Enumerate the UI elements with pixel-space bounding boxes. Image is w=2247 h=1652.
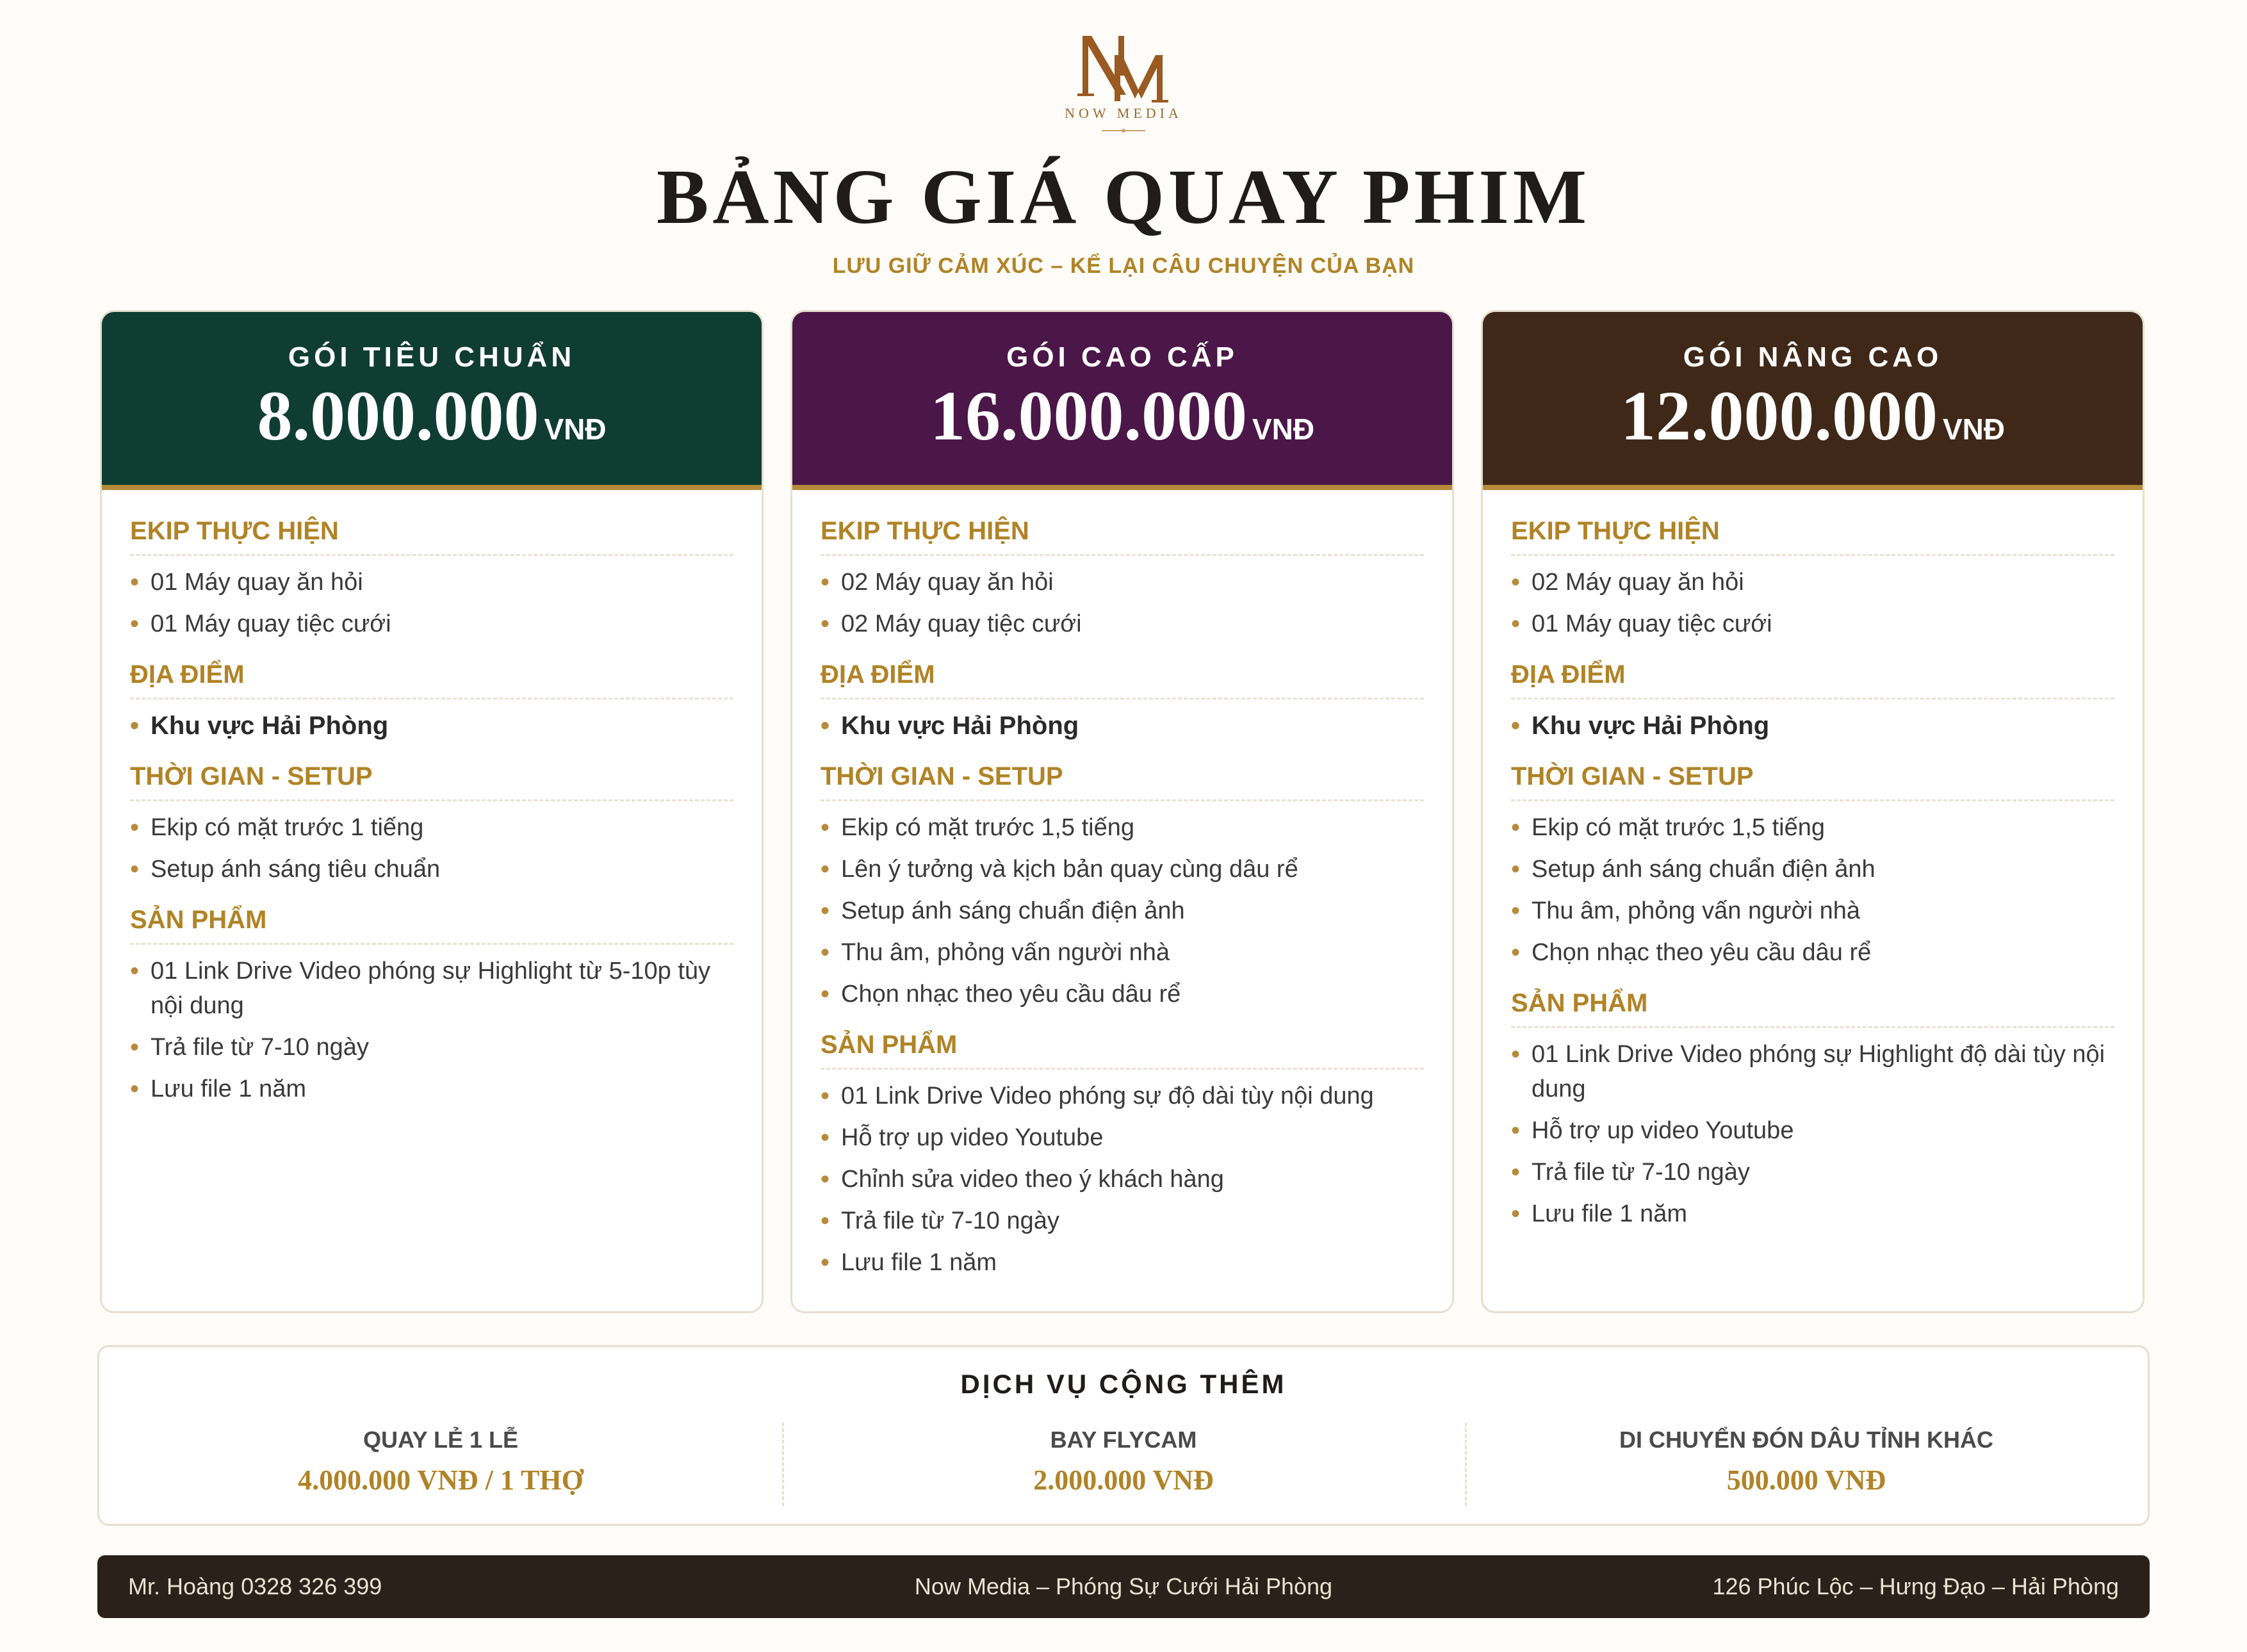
list-item: • Khu vực Hải Phòng	[821, 708, 1424, 743]
bullet-icon: •	[821, 1207, 830, 1235]
list-item: • Lưu file 1 năm	[821, 1245, 1424, 1280]
bullet-icon: •	[130, 814, 140, 842]
list-item: • Ekip có mặt trước 1,5 tiếng	[821, 810, 1424, 845]
section-title: THỜI GIAN - SETUP	[1511, 761, 2114, 801]
bullet-icon: •	[821, 1124, 830, 1152]
bullet-icon: •	[1511, 1040, 1521, 1068]
page-title: BẢNG GIÁ QUAY PHIM	[657, 154, 1590, 240]
section-title: SẢN PHẨM	[1511, 988, 2114, 1028]
bullet-icon: •	[821, 897, 830, 925]
package-price-row	[1483, 377, 2143, 475]
addon-price: 500.000 VNĐ	[1726, 1464, 1886, 1496]
bullet-icon: •	[1511, 938, 1521, 967]
list-item: • Ekip có mặt trước 1,5 tiếng	[1511, 810, 2114, 845]
section-crew	[821, 516, 1424, 641]
list-item: • Lưu file 1 năm	[130, 1072, 733, 1106]
list-item: • Trả file từ 7-10 ngày	[821, 1204, 1424, 1238]
package-price: 16.000.000	[929, 377, 1247, 455]
package-card-advanced	[1481, 310, 2145, 1313]
bullet-icon: •	[1511, 814, 1521, 842]
package-body	[1483, 490, 2143, 1231]
package-header	[102, 312, 762, 490]
bullet-icon: •	[130, 1033, 140, 1061]
bullet-icon: •	[1511, 568, 1521, 596]
section-title: EKIP THỰC HIỆN	[1511, 516, 2114, 556]
list-item: • Setup ánh sáng tiêu chuẩn	[130, 852, 733, 887]
list-item: • 01 Máy quay tiệc cưới	[130, 607, 733, 641]
section-title: EKIP THỰC HIỆN	[821, 516, 1424, 556]
bullet-icon: •	[130, 568, 140, 596]
addon-item	[99, 1424, 782, 1509]
section-location	[821, 659, 1424, 743]
package-card-premium	[790, 310, 1454, 1313]
bullet-icon: •	[1511, 897, 1521, 925]
bullet-icon: •	[821, 938, 830, 967]
bullet-icon: •	[130, 957, 140, 985]
section-title: SẢN PHẨM	[821, 1029, 1424, 1070]
list-item: • 02 Máy quay ăn hỏi	[821, 565, 1424, 600]
section-title: THỜI GIAN - SETUP	[130, 761, 733, 801]
addon-label: QUAY LẺ 1 LỄ	[363, 1427, 519, 1453]
section-product	[130, 904, 733, 1106]
package-card-standard	[100, 310, 764, 1313]
package-name: GÓI NÂNG CAO	[1683, 341, 1943, 373]
package-name: GÓI TIÊU CHUẨN	[288, 341, 576, 373]
bullet-icon: •	[130, 1075, 140, 1103]
bullet-icon: •	[1511, 610, 1521, 638]
section-product	[1511, 988, 2114, 1231]
section-title: ĐỊA ĐIỂM	[821, 659, 1424, 699]
list-item: • Setup ánh sáng chuẩn điện ảnh	[1511, 852, 2114, 887]
list-item: • Thu âm, phỏng vấn người nhà	[1511, 894, 2114, 928]
bullet-icon: •	[821, 1248, 830, 1277]
bullet-icon: •	[821, 610, 830, 638]
section-title: THỜI GIAN - SETUP	[821, 761, 1424, 801]
bullet-icon: •	[821, 814, 830, 842]
footer-contact: Mr. Hoàng 0328 326 399	[128, 1573, 382, 1599]
list-item: • Thu âm, phỏng vấn người nhà	[821, 935, 1424, 970]
bullet-icon: •	[130, 712, 140, 740]
footer-bar	[97, 1555, 2150, 1618]
list-item: • Chọn nhạc theo yêu cầu dâu rể	[821, 977, 1424, 1011]
section-title: SẢN PHẨM	[130, 904, 733, 945]
package-price: 8.000.000	[257, 377, 539, 455]
list-item: • Khu vực Hải Phòng	[130, 708, 733, 743]
section-setup	[1511, 761, 2114, 970]
footer-center: Now Media – Phóng Sự Cưới Hải Phòng	[914, 1573, 1333, 1599]
brand-name: NOW MEDIA	[1065, 105, 1182, 121]
list-item: • Trả file từ 7-10 ngày	[130, 1030, 733, 1065]
addon-services	[97, 1345, 2150, 1526]
list-item: • Trả file từ 7-10 ngày	[1511, 1155, 2114, 1190]
list-item: • Setup ánh sáng chuẩn điện ảnh	[821, 894, 1424, 928]
section-title: ĐỊA ĐIỂM	[1511, 659, 2114, 699]
package-price-row	[102, 377, 762, 475]
bullet-icon: •	[1511, 855, 1521, 883]
footer-address: 126 Phúc Lộc – Hưng Đạo – Hải Phòng	[1712, 1573, 2119, 1599]
section-product	[821, 1029, 1424, 1280]
list-item: • Khu vực Hải Phòng	[1511, 708, 2114, 743]
list-item: • Lên ý tưởng và kịch bản quay cùng dâu rể	[821, 852, 1424, 887]
bullet-icon: •	[1511, 1200, 1521, 1228]
section-setup	[821, 761, 1424, 1011]
list-item: • 01 Link Drive Video phóng sự Highlight từ 5-10p tùy nội dung	[130, 954, 733, 1023]
package-body	[102, 490, 762, 1106]
addon-price: 2.000.000 VNĐ	[1033, 1464, 1214, 1496]
bullet-icon: •	[1511, 712, 1521, 740]
addon-label: BAY FLYCAM	[1050, 1427, 1197, 1453]
section-setup	[130, 761, 733, 887]
section-crew	[130, 516, 733, 641]
package-currency: VNĐ	[544, 413, 607, 446]
brand-logo	[1059, 29, 1188, 138]
section-title: EKIP THỰC HIỆN	[130, 516, 733, 556]
page-subtitle: LƯU GIỮ CẢM XÚC – KỂ LẠI CÂU CHUYỆN CỦA BẠN	[832, 254, 1415, 278]
bullet-icon: •	[821, 1082, 830, 1110]
package-body	[792, 490, 1452, 1280]
list-item: • Hỗ trợ up video Youtube	[1511, 1113, 2114, 1148]
bullet-icon: •	[821, 855, 830, 883]
section-location	[130, 659, 733, 743]
package-price: 12.000.000	[1620, 377, 1938, 455]
list-item: • Chọn nhạc theo yêu cầu dâu rể	[1511, 935, 2114, 970]
bullet-icon: •	[821, 712, 830, 740]
package-price-row	[792, 377, 1452, 475]
list-item: • Chỉnh sửa video theo ý khách hàng	[821, 1162, 1424, 1197]
addon-item	[1465, 1424, 2148, 1509]
list-item: • Ekip có mặt trước 1 tiếng	[130, 810, 733, 845]
bullet-icon: •	[821, 1165, 830, 1193]
package-name: GÓI CAO CẤP	[1006, 341, 1238, 373]
nm-monogram-icon	[1059, 29, 1188, 138]
list-item: • 02 Máy quay ăn hỏi	[1511, 565, 2114, 600]
list-item: • Hỗ trợ up video Youtube	[821, 1120, 1424, 1155]
addon-label: DI CHUYỂN ĐÓN DÂU TỈNH KHÁC	[1619, 1427, 1993, 1453]
list-item: • 01 Máy quay tiệc cưới	[1511, 607, 2114, 641]
list-item: • 01 Link Drive Video phóng sự độ dài tùy nội dung	[821, 1079, 1424, 1113]
bullet-icon: •	[821, 568, 830, 596]
addons-title: DỊCH VỤ CỘNG THÊM	[960, 1369, 1287, 1399]
list-item: • 01 Máy quay ăn hỏi	[130, 565, 733, 600]
bullet-icon: •	[130, 855, 140, 883]
list-item: • 02 Máy quay tiệc cưới	[821, 607, 1424, 641]
package-header	[792, 312, 1452, 490]
section-title: ĐỊA ĐIỂM	[130, 659, 733, 699]
package-currency: VNĐ	[1252, 413, 1315, 446]
list-item: • 01 Link Drive Video phóng sự Highlight độ dài tùy nội dung	[1511, 1037, 2114, 1106]
bullet-icon: •	[1511, 1158, 1521, 1186]
bullet-icon: •	[821, 980, 830, 1008]
bullet-icon: •	[130, 610, 140, 638]
addon-price: 4.000.000 VNĐ / 1 THỢ	[298, 1464, 584, 1496]
addon-item	[782, 1424, 1465, 1509]
bullet-icon: •	[1511, 1116, 1521, 1145]
section-crew	[1511, 516, 2114, 641]
section-location	[1511, 659, 2114, 743]
list-item: • Lưu file 1 năm	[1511, 1197, 2114, 1231]
package-header	[1483, 312, 2143, 490]
package-currency: VNĐ	[1942, 413, 2006, 446]
